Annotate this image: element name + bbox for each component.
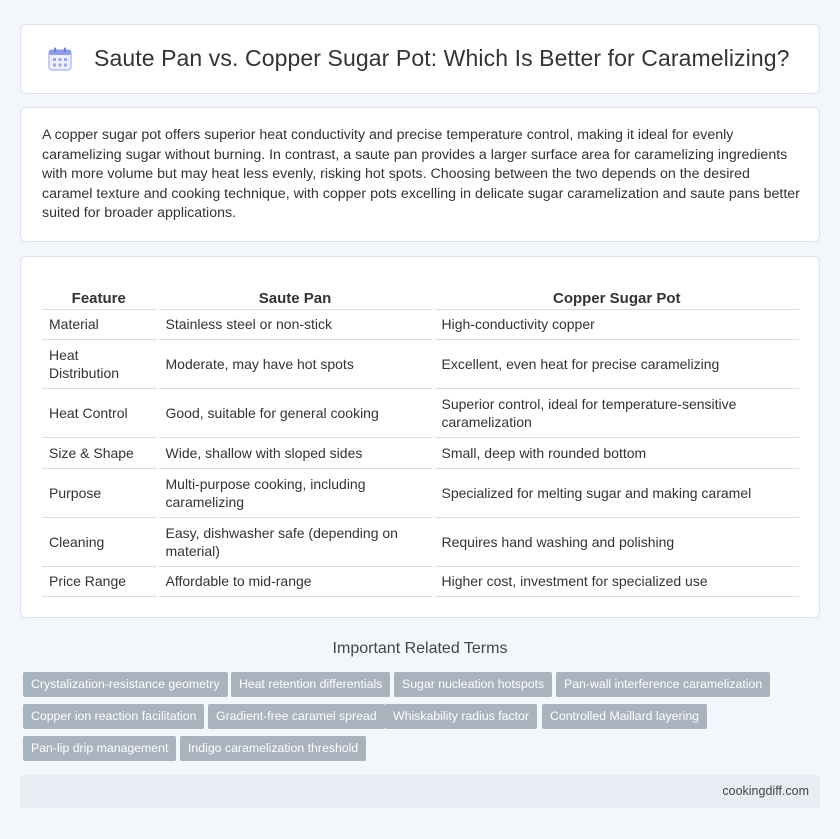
related-term-tag[interactable]: Crystalization-resistance geometry (23, 672, 228, 697)
related-term-tag[interactable]: Whiskability radius factor (385, 704, 537, 729)
feature-cell: Price Range (42, 566, 157, 596)
copper-pot-cell: Excellent, even heat for precise caramelizing (433, 339, 799, 388)
saute-pan-cell: Wide, shallow with sloped sides (157, 437, 433, 468)
copper-pot-cell: Higher cost, investment for specialized use (433, 566, 799, 596)
related-term-tag[interactable]: Pan-lip drip management (23, 736, 176, 761)
feature-cell: Size & Shape (42, 437, 157, 468)
feature-cell: Heat Distribution (42, 339, 157, 388)
related-term-tag[interactable]: Controlled Maillard layering (542, 704, 707, 729)
calendar-icon (47, 46, 73, 72)
table-row (42, 517, 799, 566)
header-card (20, 24, 820, 94)
footer (20, 775, 820, 808)
saute-pan-cell: Easy, dishwasher safe (depending on material) (157, 517, 433, 566)
page-title: Saute Pan vs. Copper Sugar Pot: Which Is Better for Caramelizing? (94, 45, 790, 71)
header-feature: Feature (42, 283, 157, 309)
related-term-tag[interactable]: Sugar nucleation hotspots (394, 672, 552, 697)
table-row (42, 339, 799, 388)
feature-cell: Cleaning (42, 517, 157, 566)
copper-pot-cell: Specialized for melting sugar and making caramel (433, 468, 799, 517)
intro-card (20, 107, 820, 242)
related-term-tag[interactable]: Copper ion reaction facilitation (23, 704, 204, 729)
table-header-row (42, 283, 799, 309)
saute-pan-cell: Moderate, may have hot spots (157, 339, 433, 388)
copper-pot-cell: Superior control, ideal for temperature-sensitive caramelization (433, 388, 799, 437)
related-terms-title: Important Related Terms (332, 640, 508, 657)
intro-paragraph: A copper sugar pot offers superior heat conductivity and precise temperature control, making it ideal for evenly caramelizing sugar without burning. In contrast, a saute pan provides a larger surface area for caramelizing ingredients with more volume but may heat less evenly, risking hot spots. Choosing between the two depends on the desired caramel texture and cooking technique, with copper pots excelling in delicate sugar caramelization and saute pans better suited for broader applications. (42, 127, 800, 221)
related-term-tag[interactable]: Heat retention differentials (231, 672, 390, 697)
header-saute-pan: Saute Pan (157, 283, 433, 309)
saute-pan-cell: Good, suitable for general cooking (157, 388, 433, 437)
related-term-tag[interactable]: Pan-wall interference caramelization (556, 672, 770, 697)
feature-cell: Material (42, 309, 157, 339)
copper-pot-cell: Small, deep with rounded bottom (433, 437, 799, 468)
table-row (42, 468, 799, 517)
related-term-tag[interactable]: Gradient-free caramel spread (208, 704, 385, 729)
table-row (42, 566, 799, 596)
saute-pan-cell: Affordable to mid-range (157, 566, 433, 596)
related-term-tag[interactable]: Indigo caramelization threshold (180, 736, 366, 761)
feature-cell: Heat Control (42, 388, 157, 437)
copper-pot-cell: High-conductivity copper (433, 309, 799, 339)
header-copper-sugar-pot: Copper Sugar Pot (433, 283, 799, 309)
copper-pot-cell: Requires hand washing and polishing (433, 517, 799, 566)
table-row (42, 437, 799, 468)
comparison-table (42, 283, 799, 597)
table-row (42, 309, 799, 339)
saute-pan-cell: Multi-purpose cooking, including caramelizing (157, 468, 433, 517)
feature-cell: Purpose (42, 468, 157, 517)
saute-pan-cell: Stainless steel or non-stick (157, 309, 433, 339)
site-link[interactable]: cookingdiff.com (722, 784, 809, 798)
table-row (42, 388, 799, 437)
comparison-table-card (20, 256, 820, 618)
